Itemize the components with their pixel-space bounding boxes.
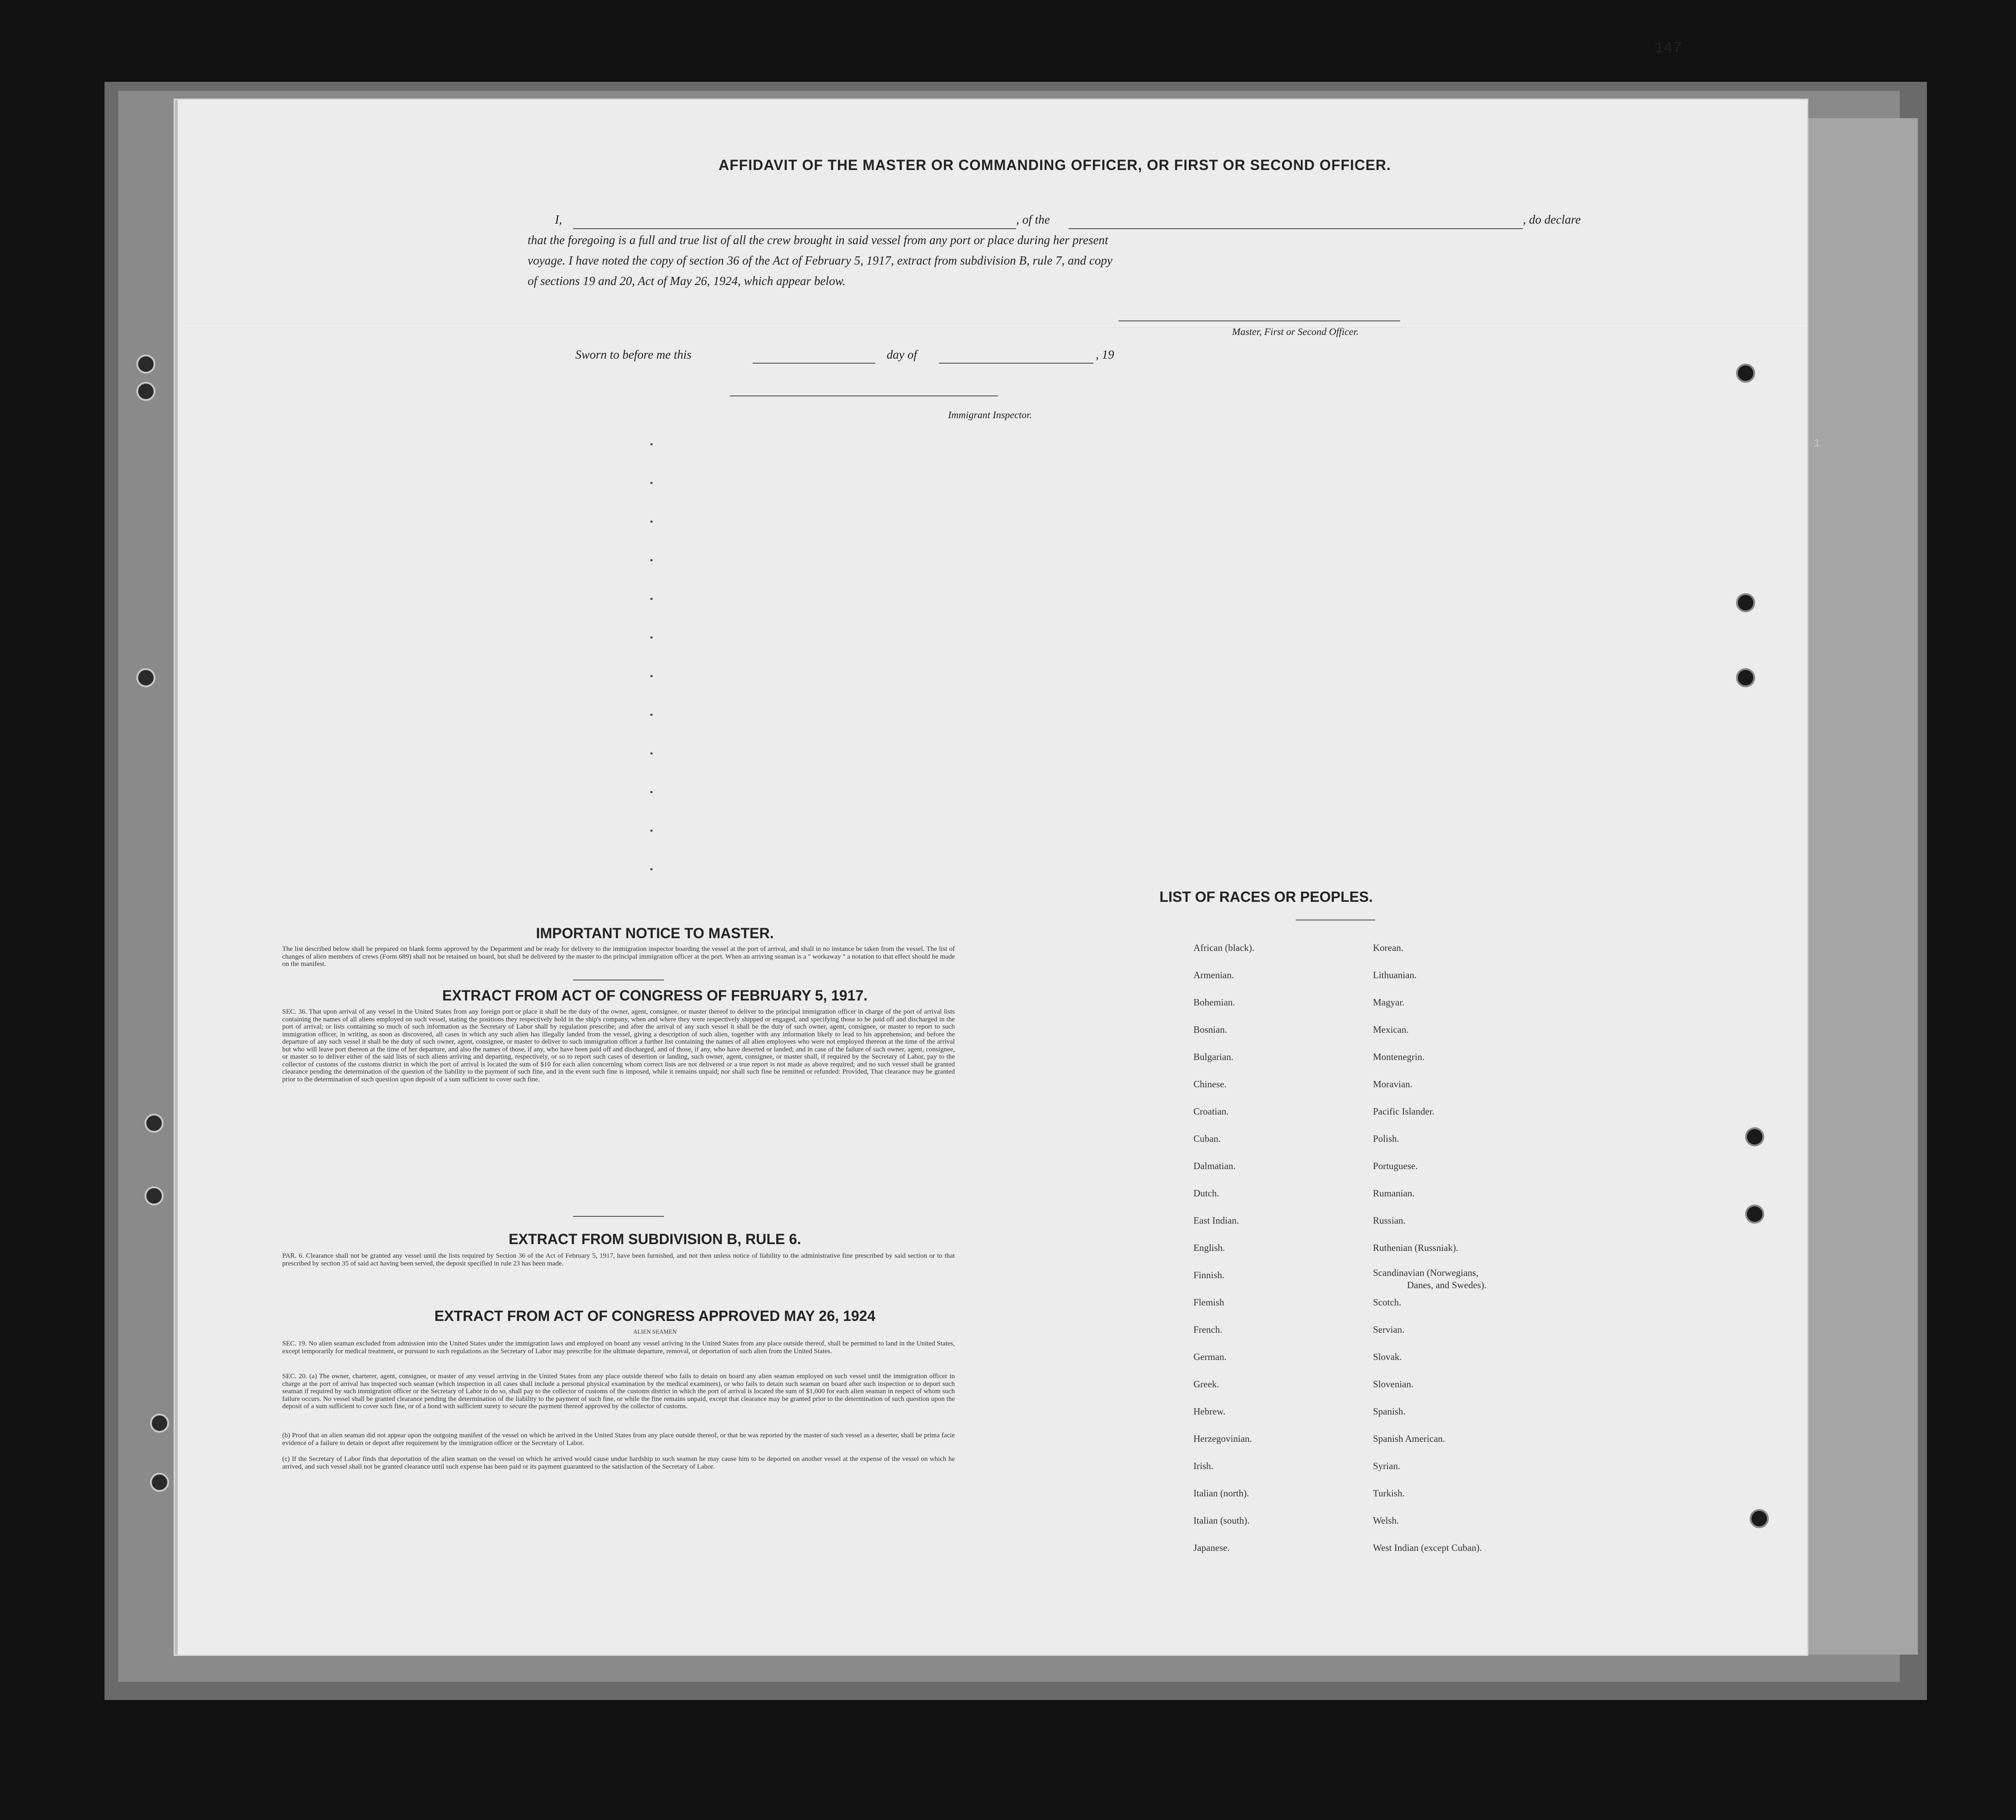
race-left: Bohemian. xyxy=(1193,997,1235,1008)
rule6-body: PAR. 6. Clearance shall not be granted any vessel until the lists required by Section 36 of the Act of February 5, 1917, have been furnished, and not then unless notice of liability to the administrative fine prescribed by said section or to that prescribed by section 35 of said act having been served, the deposit specified in rule 23 has been made. xyxy=(282,1252,955,1267)
race-right: Spanish American. xyxy=(1373,1433,1445,1444)
affidavit-line2: that the foregoing is a full and true list of all the crew brought in said vessel from any port or place during her present xyxy=(528,233,1108,247)
affidavit-declare: , do declare xyxy=(1523,213,1581,226)
race-left: French. xyxy=(1193,1324,1223,1335)
page-number: 147 xyxy=(1654,40,1682,57)
race-right: Korean. xyxy=(1373,942,1404,953)
document-page xyxy=(175,100,1807,1655)
race-left: Croatian. xyxy=(1193,1106,1229,1117)
race-left: Dalmatian. xyxy=(1193,1160,1236,1171)
notice-body: The list described below shall be prepared on blank forms approved by the Department and be ready for delivery to the immigration inspector boarding the vessel at the port of arrival, and shall in no instance be taken from the vessel. The list of changes of alien members of crews (Form 689) shall not be retained on board, but shall be delivered by the master to the principal immigration officer at the port. When an arriving seaman is a " workaway " a notation to that effect should be made on the manifest. xyxy=(282,945,955,968)
race-right: Moravian. xyxy=(1373,1079,1412,1090)
race-right: Magyar. xyxy=(1373,997,1405,1008)
mark xyxy=(650,443,653,445)
race-right: Servian. xyxy=(1373,1324,1405,1335)
binder-hole xyxy=(1736,593,1755,612)
mark xyxy=(650,559,653,561)
race-right: Syrian. xyxy=(1373,1460,1401,1471)
race-left: Greek. xyxy=(1193,1379,1219,1390)
affidavit-of-the: , of the xyxy=(1016,213,1050,226)
mark xyxy=(650,598,653,600)
binder-hole xyxy=(136,355,155,374)
binder-hole xyxy=(1736,364,1755,383)
race-left: Flemish xyxy=(1193,1297,1224,1308)
inspector-line xyxy=(730,395,998,396)
notice-title: IMPORTANT NOTICE TO MASTER. xyxy=(536,925,774,941)
race-right: Polish. xyxy=(1373,1133,1399,1144)
extract-1924-subtitle: ALIEN SEAMEN xyxy=(633,1328,677,1335)
race-left: English. xyxy=(1193,1242,1225,1253)
month-blank xyxy=(939,363,1093,364)
affidavit-i: I, xyxy=(555,213,562,226)
binder-hole xyxy=(1736,668,1755,687)
race-right: Rumanian. xyxy=(1373,1188,1415,1199)
year-label: , 19 xyxy=(1096,348,1114,361)
binder-hole xyxy=(136,382,155,401)
race-left: Finnish. xyxy=(1193,1270,1225,1280)
race-right: Welsh. xyxy=(1373,1515,1399,1526)
race-left: Bosnian. xyxy=(1193,1024,1228,1035)
race-right: Lithuanian. xyxy=(1373,970,1417,980)
race-left: Herzegovinian. xyxy=(1193,1433,1252,1444)
binder-hole xyxy=(1750,1509,1769,1528)
mark xyxy=(650,868,653,870)
bleed-line xyxy=(178,327,1807,328)
signature-line xyxy=(1118,320,1400,321)
race-left: Japanese. xyxy=(1193,1542,1230,1553)
race-left: Armenian. xyxy=(1193,970,1234,980)
binder-hole xyxy=(136,668,155,687)
race-left: Chinese. xyxy=(1193,1079,1227,1090)
race-left: Bulgarian. xyxy=(1193,1051,1234,1062)
race-right: Ruthenian (Russniak). xyxy=(1373,1242,1458,1253)
race-left: Irish. xyxy=(1193,1460,1213,1471)
mark xyxy=(650,752,653,755)
inspector-caption: Immigrant Inspector. xyxy=(948,409,1032,420)
under-sheet-right xyxy=(1800,118,1918,1655)
binder-hole xyxy=(145,1186,164,1205)
master-caption: Master, First or Second Officer. xyxy=(1232,326,1359,337)
race-right: Spanish. xyxy=(1373,1406,1406,1417)
affidavit-line3: voyage. I have noted the copy of section 36 of the Act of February 5, 1917, extract from subdivision B, rule 7, and copy xyxy=(528,254,1113,267)
name-blank xyxy=(573,228,1016,229)
mark xyxy=(650,714,653,716)
sec20b-body: (b) Proof that an alien seaman did not appear upon the outgoing manifest of the vessel on which he arrived in the United States from any place outside thereof, or that he was reported by the master of such vessel as a deserter, shall be prima facie evidence of a failure to detain or deport after requirement by the immigration officer or the Secretary of Labor. xyxy=(282,1432,955,1447)
race-right-cont: Danes, and Swedes). xyxy=(1407,1280,1487,1290)
extract-1917-title: EXTRACT FROM ACT OF CONGRESS OF FEBRUARY 5, 1917. xyxy=(442,987,868,1004)
race-right: Slovenian. xyxy=(1373,1379,1414,1390)
bleed-text: 1 xyxy=(1813,436,1821,450)
race-left: Dutch. xyxy=(1193,1188,1219,1199)
mark xyxy=(650,791,653,793)
vessel-blank xyxy=(1068,228,1523,229)
sec20a-body: SEC. 20. (a) The owner, charterer, agent, consignee, or master of any vessel arriving in the United States from any place outside thereof who fails to detain on board any alien seaman employed on such vessel until the immigration officer in charge at the port of arrival has inspected such seaman (which inspection in all cases shall include a personal physical examination by the medical examiners), or who fails to detain such seaman on board after such inspection or to deport such seaman if required by such immigration officer or the Secretary of Labor to do so, shall pay to the collector of customs of the customs district in which the port of arrival is located the sum of $1,000 for each alien seaman in respect of whom such failure occurs. No vessel shall be granted clearance pending the determination of the liability to the payment of such fine, or while the fine remains unpaid, except that clearance may be granted prior to the determination of such question upon the deposit of a sum sufficient to cover such fine, or of a bond with sufficient surety to secure the payment thereof approved by the collector of customs. xyxy=(282,1373,955,1410)
affidavit-line4: of sections 19 and 20, Act of May 26, 1924, which appear below. xyxy=(528,274,846,288)
mark xyxy=(650,520,653,523)
race-right: Portuguese. xyxy=(1373,1160,1418,1171)
sec19-body: SEC. 19. No alien seaman excluded from admission into the United States under the immigration laws and employed on board any vessel arriving in the United States from any place outside thereof, shall be permitted to land in the United States, except temporarily for medical treatment, or pursuant to such regulations as the Secretary of Labor may prescribe for the ultimate departure, removal, or deportation of such alien from the United States. xyxy=(282,1340,955,1355)
affidavit-title: AFFIDAVIT OF THE MASTER OR COMMANDING OFFICER, OR FIRST OR SECOND OFFICER. xyxy=(719,157,1391,173)
sec20c-body: (c) If the Secretary of Labor finds that deportation of the alien seaman on the vessel on which he arrived would cause undue hardship to such seaman he may cause him to be deported on another vessel at the expense of the vessel on which he arrived, and such vessel shall not be granted clearance until such expense has been paid or its payment guaranteed to the satisfaction of the Secretary of Labor. xyxy=(282,1455,955,1470)
binder-hole xyxy=(1745,1127,1764,1146)
binder-hole xyxy=(145,1114,164,1133)
mark xyxy=(650,830,653,832)
race-left: Hebrew. xyxy=(1193,1406,1226,1417)
race-left: Italian (south). xyxy=(1193,1515,1250,1526)
divider xyxy=(573,1216,664,1217)
extract-1924-title: EXTRACT FROM ACT OF CONGRESS APPROVED MAY 26, 1924 xyxy=(434,1308,876,1324)
race-left: Italian (north). xyxy=(1193,1488,1249,1499)
race-left: German. xyxy=(1193,1351,1227,1362)
race-left: East Indian. xyxy=(1193,1215,1239,1226)
race-right: Slovak. xyxy=(1373,1351,1402,1362)
day-of-label: day of xyxy=(887,348,917,361)
binder-hole xyxy=(150,1414,169,1433)
race-right: Montenegrin. xyxy=(1373,1051,1425,1062)
binder-hole xyxy=(150,1473,169,1492)
race-right: Russian. xyxy=(1373,1215,1406,1226)
race-right: West Indian (except Cuban). xyxy=(1373,1542,1482,1553)
race-left: Cuban. xyxy=(1193,1133,1221,1144)
rule6-title: EXTRACT FROM SUBDIVISION B, RULE 6. xyxy=(509,1231,801,1247)
race-right: Scandinavian (Norwegians, xyxy=(1373,1267,1479,1278)
mark xyxy=(650,482,653,484)
race-right: Mexican. xyxy=(1373,1024,1409,1035)
race-right: Pacific Islander. xyxy=(1373,1106,1435,1117)
race-right: Turkish. xyxy=(1373,1488,1405,1499)
binder-hole xyxy=(1745,1205,1764,1224)
sworn-label: Sworn to before me this xyxy=(575,348,692,361)
races-title: LIST OF RACES OR PEOPLES. xyxy=(1159,889,1373,905)
mark xyxy=(650,636,653,639)
sworn-day-blank xyxy=(753,363,875,364)
mark xyxy=(650,675,653,677)
race-right: Scotch. xyxy=(1373,1297,1402,1308)
race-left: African (black). xyxy=(1193,942,1255,953)
extract-1917-body: SEC. 36. That upon arrival of any vessel in the United States from any foreign port or place it shall be the duty of the owner, agent, consignee, or master thereof to deliver to the principal immigration officer in charge of the port of arrival lists containing the names of all aliens employed on such vessel, stating the positions they respectively hold in the ship's company, when and where they were respectively shipped or engaged, and specifying those to be paid off and discharged in the port of arrival; or lists containing so much of such information as the Secretary of Labor shall by regulation prescribe; and after the arrival of any such vessel it shall be the duty of such owner, agent, consignee, or master to report to such immigration officer, in writing, as soon as discovered, all cases in which any such alien has illegally landed from the vessel, giving a description of such alien, together with any information likely to lead to his apprehension; and before the departure of any such vessel it shall be the duty of such owner, agent, consignee, or master to deliver to such immigration officer a further list containing the names of all alien employees who were not employed thereon at the time of the arrival but who will leave port thereon at the time of her departure, and also the names of those, if any, who have been paid off and discharged, and of those, if any, who have deserted or landed; and in case of the failure of such owner, agent, consignee, or master so to deliver either of the said lists of such aliens arriving and departing, respectively, or so to report such cases of desertion or landing, such owner, agent, consignee, or master shall, if required by the Secretary of Labor, pay to the collector of customs of the customs district in which the port of arrival is located the sum of $10 for each alien concerning whom correct lists are not delivered or a true report is not made as above required; and no such vessel shall be granted clearance pending the determination of the question of the liability to the payment of such fine, and in the event such fine is imposed, while it remains unpaid; nor shall such fine be remitted or refunded: Provided, That clearance may be granted prior to the determination of such question upon deposit of a sum sufficient to cover such fine. xyxy=(282,1008,955,1083)
